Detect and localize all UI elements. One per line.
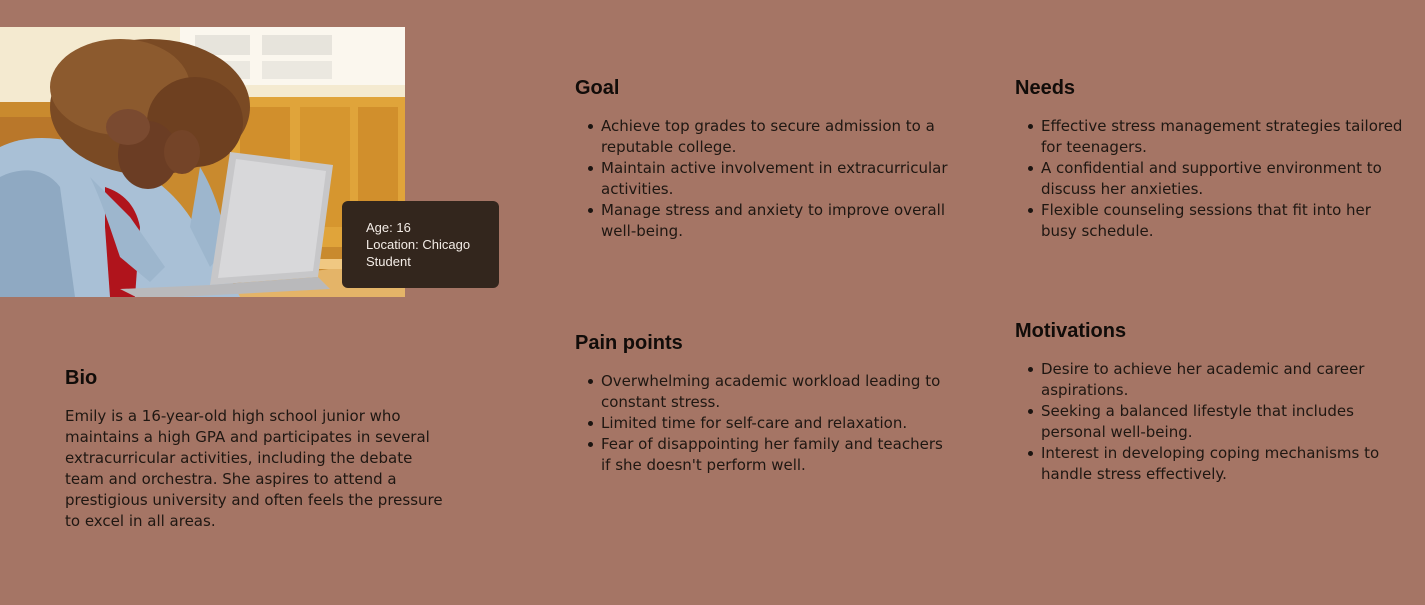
profile-info-card <box>342 201 499 288</box>
goal-title: Goal <box>575 77 620 99</box>
motivations-list <box>1015 359 1405 485</box>
bio-section <box>65 366 445 532</box>
list-item: Limited time for self-care and relaxation. <box>575 413 955 434</box>
bio-title: Bio <box>65 367 98 389</box>
list-item: A confidential and supportive environment to discuss her anxieties. <box>1015 158 1405 200</box>
list-item: Achieve top grades to secure admission to a reputable college. <box>575 116 955 158</box>
pain-points-section <box>575 331 955 476</box>
goal-section <box>575 76 955 242</box>
list-item: Effective stress management strategies tailored for teenagers. <box>1015 116 1405 158</box>
list-item: Seeking a balanced lifestyle that includes personal well-being. <box>1015 401 1405 443</box>
list-item: Flexible counseling sessions that fit into her busy schedule. <box>1015 200 1405 242</box>
list-item: Fear of disappointing her family and teachers if she doesn't perform well. <box>575 434 955 476</box>
list-item: Interest in developing coping mechanisms to handle stress effectively. <box>1015 443 1405 485</box>
motivations-section <box>1015 319 1405 485</box>
goal-list <box>575 116 955 242</box>
needs-section <box>1015 76 1405 242</box>
list-item: Overwhelming academic workload leading to constant stress. <box>575 371 955 413</box>
list-item: Maintain active involvement in extracurricular activities. <box>575 158 955 200</box>
pain-points-list <box>575 371 955 476</box>
needs-list <box>1015 116 1405 242</box>
profile-age: Age: 16 <box>366 220 411 235</box>
list-item: Manage stress and anxiety to improve overall well-being. <box>575 200 955 242</box>
bio-text: Emily is a 16-year-old high school junior who maintains a high GPA and participates in several extracurricular activities, including the debate team and orchestra. She aspires to attend a prestigious university and often feels the pressure to excel in all areas. <box>65 407 443 530</box>
list-item: Desire to achieve her academic and career aspirations. <box>1015 359 1405 401</box>
needs-title: Needs <box>1015 77 1076 99</box>
profile-occupation: Student <box>366 254 411 269</box>
profile-location: Location: Chicago <box>366 237 471 252</box>
motivations-title: Motivations <box>1015 320 1127 342</box>
pain-points-title: Pain points <box>575 332 683 354</box>
